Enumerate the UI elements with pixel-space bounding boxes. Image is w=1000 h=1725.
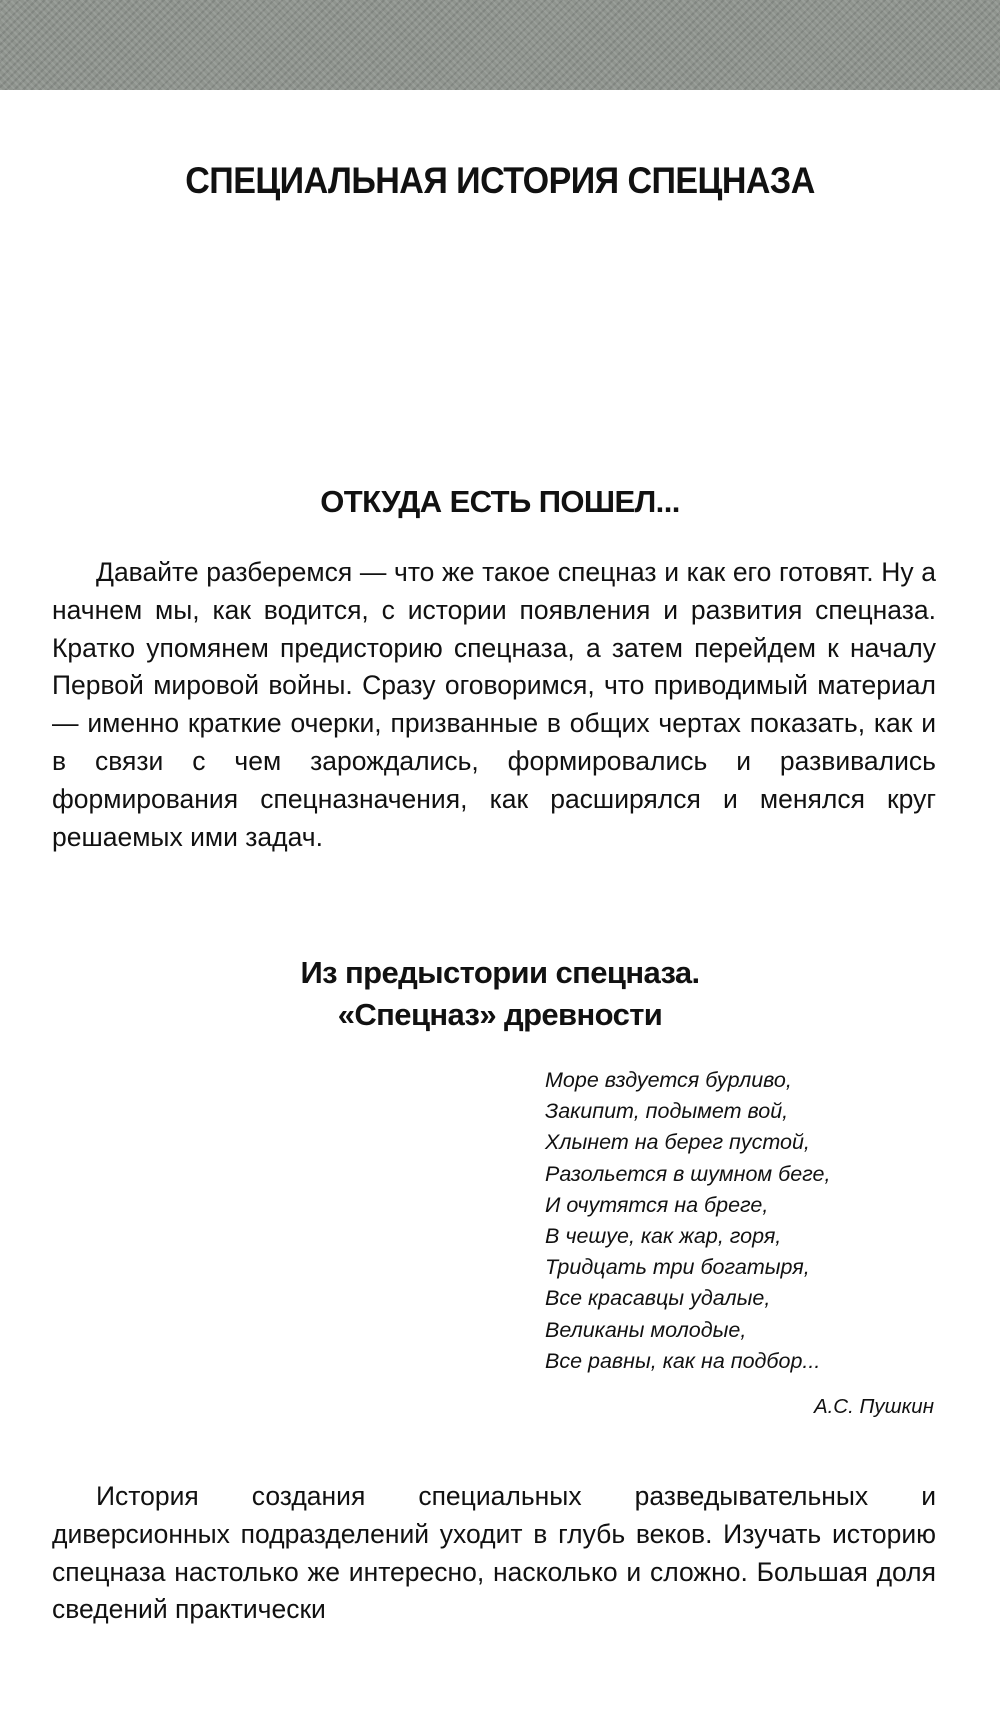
epigraph-line: В чешуе, как жар, горя,	[545, 1224, 782, 1249]
subsection-title	[0, 952, 1000, 1036]
chapter-title: СПЕЦИАЛЬНАЯ ИСТОРИЯ СПЕЦНАЗА	[185, 160, 815, 201]
epigraph-line: Хлынет на берег пустой,	[545, 1130, 810, 1155]
epigraph-poem	[545, 1065, 935, 1377]
epigraph-line: Разольется в шумном беге,	[545, 1161, 831, 1186]
decorative-header-band	[0, 0, 1000, 90]
intro-paragraph: Давайте разберемся — что же такое спецназ и как его готовят. Ну а начнем мы, как водится, с истории появления и развития спецназа. Кратко упомянем предисторию спецназа, а затем перейдем к началу Первой мировой войны. Сразу оговоримся, что приводимый материал — именно краткие очерки, призванные в общих чертах показать, как и в связи с чем зарождались, формировались и развивались формирования спецназначения, как расширялся и менялся круг решаемых ими задач.	[52, 557, 936, 852]
epigraph-line: И очутятся на бреге,	[545, 1192, 769, 1217]
epigraph-author: А.С. Пушкин	[813, 1395, 934, 1418]
epigraph-line: Море вздуется бурливо,	[545, 1068, 792, 1092]
epigraph-line: Тридцать три богатыря,	[545, 1255, 810, 1280]
history-paragraph: История создания специальных разведывательных и диверсионных подразделений уходит в глубь веков. Изучать историю спецназа настолько же интересно, насколько и сложно. Большая доля сведений практически	[52, 1481, 936, 1625]
subsection-title-line-2: «Спецназ» древности	[337, 997, 663, 1032]
epigraph-line: Закипит, подымет вой,	[545, 1099, 789, 1124]
epigraph-line: Все красавцы удалые,	[545, 1286, 771, 1311]
subsection-title-line-1: Из предыстории спецназа.	[300, 955, 700, 990]
section-title: ОТКУДА ЕСТЬ ПОШЕЛ...	[320, 484, 680, 519]
epigraph-line: Все равны, как на подбор...	[545, 1348, 821, 1373]
epigraph-line: Великаны молодые,	[545, 1317, 747, 1342]
